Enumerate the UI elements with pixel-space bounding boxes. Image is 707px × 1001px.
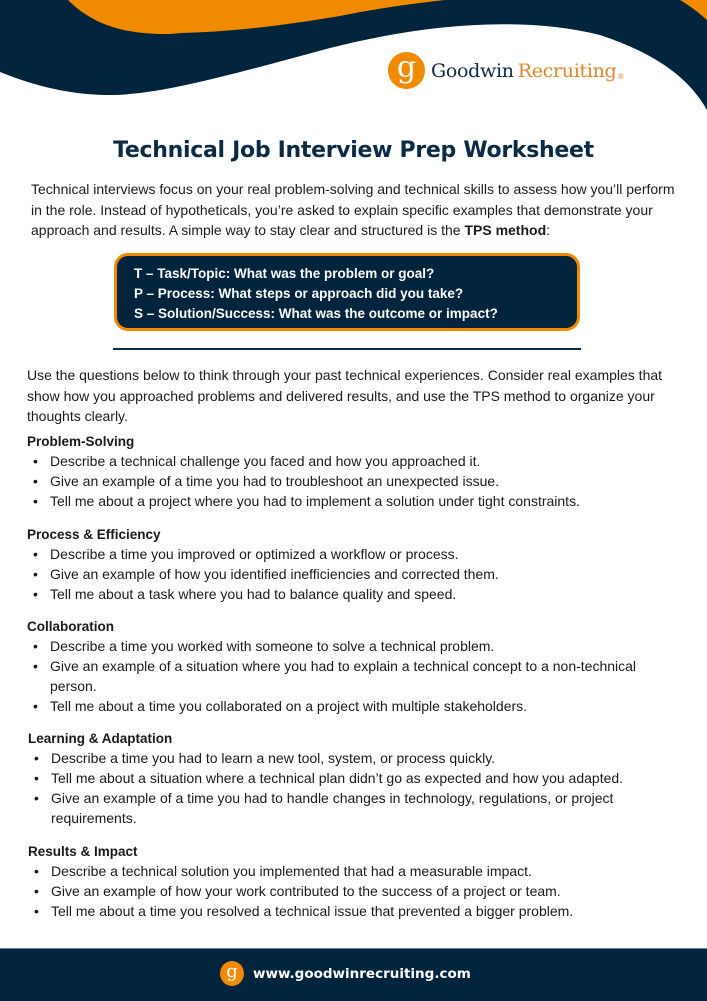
list-item <box>28 748 688 768</box>
logo-word-recruiting: Recruiting <box>517 59 617 82</box>
section-collaboration <box>27 617 687 716</box>
website-link[interactable]: www.goodwinrecruiting.com <box>253 965 471 982</box>
bullet-icon: • <box>33 586 38 602</box>
list-item <box>27 564 687 584</box>
question-list <box>27 636 687 716</box>
question-text: Describe a technical solution you implemented that had a measurable impact. <box>51 863 532 879</box>
goodwin-logo <box>388 49 625 89</box>
goodwin-g-icon: g <box>220 961 244 986</box>
question-text: Give an example of a time you had to handle changes in technology, regulations, or project requirements. <box>51 790 614 826</box>
bullet-icon: • <box>34 883 39 899</box>
goodwin-g-icon: g <box>388 52 425 89</box>
list-item <box>28 901 688 921</box>
intro-emphasis: TPS method <box>464 222 547 238</box>
list-item <box>27 544 687 564</box>
list-item <box>27 491 687 511</box>
registered-mark: ® <box>617 72 625 81</box>
tps-method-box <box>114 253 580 331</box>
bullet-icon: • <box>33 566 38 582</box>
footer-content <box>220 961 471 986</box>
bullet-icon: • <box>33 698 38 714</box>
question-text: Give an example of a situation where you had to explain a technical concept to a non-technical person. <box>50 658 637 694</box>
list-item <box>27 696 687 716</box>
section-heading: Results & Impact <box>28 844 138 859</box>
section-divider <box>113 348 581 350</box>
question-text: Tell me about a situation where a technical plan didn’t go as expected and how you adapted. <box>51 770 624 786</box>
question-text: Give an example of how your work contributed to the success of a project or team. <box>51 883 561 899</box>
list-item <box>27 656 687 696</box>
section-heading: Problem-Solving <box>27 434 135 449</box>
bullet-icon: • <box>33 473 38 489</box>
bullet-icon: • <box>34 863 39 879</box>
question-list <box>27 451 687 511</box>
question-text: Describe a time you improved or optimized a workflow or process. <box>50 546 459 562</box>
list-item <box>27 584 687 604</box>
list-item <box>28 788 688 828</box>
list-item <box>28 881 688 901</box>
bullet-icon: • <box>33 546 38 562</box>
bullet-icon: • <box>34 770 39 786</box>
list-item <box>27 471 687 491</box>
question-text: Describe a time you worked with someone to solve a technical problem. <box>50 638 495 654</box>
question-text: Tell me about a project where you had to implement a solution under tight constraints. <box>50 493 580 509</box>
tps-task-line: T – Task/Topic: What was the problem or goal? <box>134 266 435 281</box>
list-item <box>27 636 687 656</box>
lead-paragraph: Use the questions below to think through your past technical experiences. Consider real examples that show how you approached problems and delivered results, and use the TPS method to organize your thoughts clearly. <box>27 367 663 424</box>
list-item <box>27 451 687 471</box>
section-learning-adaptation <box>28 729 688 828</box>
question-list <box>28 748 688 828</box>
footer-bar <box>0 948 707 1001</box>
section-heading: Learning & Adaptation <box>28 731 173 746</box>
section-heading: Process & Efficiency <box>27 527 161 542</box>
logo-word-goodwin: Goodwin <box>431 59 514 82</box>
tps-solution-line: S – Solution/Success: What was the outcome or impact? <box>134 306 498 321</box>
bullet-icon: • <box>33 453 38 469</box>
question-text: Give an example of how you identified inefficiencies and corrected them. <box>50 566 499 582</box>
list-item <box>28 861 688 881</box>
intro-suffix: : <box>546 222 551 238</box>
logo-wordmark <box>431 60 624 82</box>
question-text: Tell me about a task where you had to balance quality and speed. <box>50 586 457 602</box>
tps-process-line: P – Process: What steps or approach did you take? <box>134 286 464 301</box>
list-item <box>28 768 688 788</box>
bullet-icon: • <box>34 750 39 766</box>
section-results-impact <box>28 842 688 921</box>
page-title: Technical Job Interview Prep Worksheet <box>113 138 594 163</box>
question-text: Describe a time you had to learn a new tool, system, or process quickly. <box>51 750 496 766</box>
question-text: Tell me about a time you resolved a technical issue that prevented a bigger problem. <box>51 903 574 919</box>
section-problem-solving <box>27 432 687 511</box>
section-process-efficiency <box>27 525 687 604</box>
bullet-icon: • <box>34 903 39 919</box>
intro-paragraph <box>31 179 681 241</box>
bullet-icon: • <box>33 493 38 509</box>
intro-text: Technical interviews focus on your real problem-solving and technical skills to assess how you’ll perform in the role. Instead of hypotheticals, you’re asked to explain specific examples that demonstrate your approach and results. A simple way to stay clear and structured is the <box>31 181 675 238</box>
question-list <box>27 544 687 604</box>
bullet-icon: • <box>33 658 38 674</box>
question-list <box>28 861 688 921</box>
bullet-icon: • <box>33 638 38 654</box>
question-text: Describe a technical challenge you faced and how you approached it. <box>50 453 481 469</box>
bullet-icon: • <box>34 790 39 806</box>
question-text: Give an example of a time you had to troubleshoot an unexpected issue. <box>50 473 500 489</box>
section-heading: Collaboration <box>27 619 114 634</box>
question-text: Tell me about a time you collaborated on a project with multiple stakeholders. <box>50 698 528 714</box>
